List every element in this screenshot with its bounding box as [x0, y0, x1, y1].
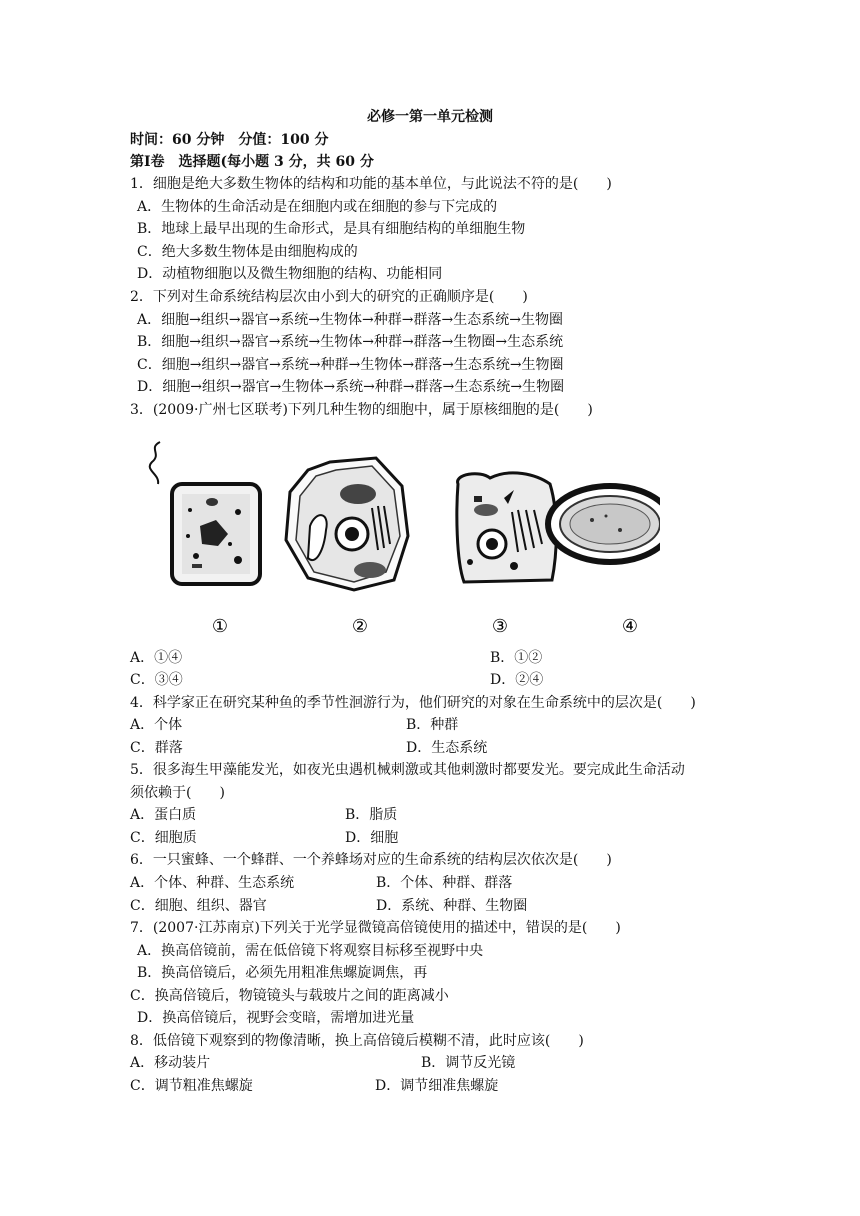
q6-option-a: A．个体、种群、生态系统: [130, 875, 295, 891]
q8-option-c: C．调节粗准焦螺旋: [130, 1078, 253, 1094]
q5-option-c: C．细胞质: [130, 830, 197, 846]
q4-option-b: B．种群: [406, 717, 459, 733]
q2-option-b: B．细胞→组织→器官→系统→生物体→种群→群落→生物圈→生态系统: [137, 334, 564, 350]
cell-label-2: ②: [351, 616, 369, 637]
q4-stem: 4．科学家正在研究某种鱼的季节性洄游行为，他们研究的对象在生命系统中的层次是( ): [130, 695, 696, 711]
cell-figure-4: [548, 486, 660, 562]
q7-option-b: B．换高倍镜后，必须先用粗准焦螺旋调焦，再: [137, 965, 428, 981]
q8-option-a: A．移动装片: [130, 1055, 211, 1071]
q8-option-b: B．调节反光镜: [421, 1055, 516, 1071]
q2-option-c: C．细胞→组织→器官→系统→种群→生物体→群落→生态系统→生物圈: [137, 357, 564, 373]
exam-meta: 时间：60 分钟 分值：100 分: [130, 132, 329, 148]
q3-option-d: D．②④: [490, 672, 544, 688]
q3-option-a: A．①④: [130, 650, 183, 666]
q6-stem: 6．一只蜜蜂、一个蜂群、一个养蜂场对应的生命系统的结构层次依次是( ): [130, 852, 612, 868]
q5-option-a: A．蛋白质: [130, 807, 197, 823]
q5-stem-continued: 须依赖于( ): [130, 785, 225, 801]
q1-option-a: A．生物体的生命活动是在细胞内或在细胞的参与下完成的: [137, 199, 498, 215]
q7-option-d: D．换高倍镜后，视野会变暗，需增加进光量: [137, 1010, 415, 1026]
cell-label-4: ④: [621, 616, 639, 637]
q1-option-c: C．绝大多数生物体是由细胞构成的: [137, 244, 358, 260]
q6-option-b: B．个体、种群、群落: [376, 875, 513, 891]
q2-option-d: D．细胞→组织→器官→生物体→系统→种群→群落→生态系统→生物圈: [137, 379, 565, 395]
section-heading: 第Ⅰ卷 选择题(每小题 3 分，共 60 分: [130, 154, 374, 170]
q7-stem: 7．(2007·江苏南京)下列关于光学显微镜高倍镜使用的描述中，错误的是( ): [130, 920, 621, 936]
q4-option-a: A．个体: [130, 717, 183, 733]
page-title: 必修一第一单元检测: [367, 109, 493, 125]
q1-option-d: D．动植物细胞以及微生物细胞的结构、功能相同: [137, 266, 443, 282]
cell-figure-3: [457, 473, 556, 582]
q7-option-a: A．换高倍镜前，需在低倍镜下将观察目标移至视野中央: [137, 943, 484, 959]
q8-stem: 8．低倍镜下观察到的物像清晰，换上高倍镜后模糊不清，此时应该( ): [130, 1033, 584, 1049]
q3-option-c: C．③④: [130, 672, 183, 688]
q4-option-c: C．群落: [130, 740, 183, 756]
q5-option-b: B．脂质: [345, 807, 398, 823]
q3-option-b: B．①②: [490, 650, 543, 666]
q7-option-c: C．换高倍镜后，物镜镜头与载玻片之间的距离减小: [130, 988, 449, 1004]
q6-option-d: D．系统、种群、生物圈: [376, 898, 528, 914]
cell-label-3: ③: [491, 616, 509, 637]
cell-figure-2: [286, 458, 408, 590]
q1-stem: 1．细胞是绝大多数生物体的结构和功能的基本单位，与此说法不符的是( ): [130, 176, 612, 192]
q1-option-b: B．地球上最早出现的生命形式，是具有细胞结构的单细胞生物: [137, 221, 526, 237]
q5-stem: 5．很多海生甲藻能发光，如夜光虫遇机械刺激或其他刺激时都要发光。要完成此生命活动: [130, 762, 685, 778]
q8-option-d: D．调节细准焦螺旋: [375, 1078, 499, 1094]
q4-option-d: D．生态系统: [406, 740, 488, 756]
cell-label-1: ①: [211, 616, 229, 637]
q5-option-d: D．细胞: [345, 830, 399, 846]
q2-stem: 2．下列对生命系统结构层次由小到大的研究的正确顺序是( ): [130, 289, 528, 305]
q6-option-c: C．细胞、组织、器官: [130, 898, 267, 914]
q2-option-a: A．细胞→组织→器官→系统→生物体→种群→群落→生态系统→生物圈: [137, 312, 563, 328]
cell-figures: [140, 440, 660, 640]
q3-stem: 3．(2009·广州七区联考)下列几种生物的细胞中，属于原核细胞的是( ): [130, 402, 593, 418]
cell-figure-1: [150, 442, 260, 584]
